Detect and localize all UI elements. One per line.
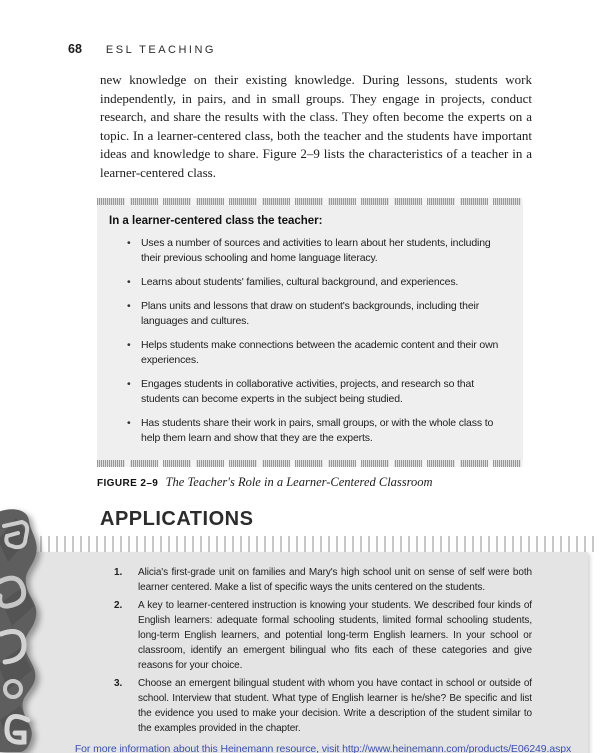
- running-title: ESL TEACHING: [105, 44, 216, 56]
- item-number: 3.: [114, 678, 123, 689]
- item-text: A key to learner-centered instruction is knowing your students. We described four kinds of English learners: adequate formal schooling students, limited formal schooling students, long-term English learners, and potential long-term English learners. In your school or classroom, identify an emergent bilingual who fits each of these categories and give reasons for your choice.: [138, 600, 532, 671]
- bullet-text: Has students share their work in pairs, small groups, or with the whole class to help them learn and show that they are the experts.: [141, 417, 494, 444]
- figure-caption: [97, 475, 600, 490]
- item-number: 2.: [114, 600, 123, 611]
- bullet-text: Uses a number of sources and activities to learn about her students, including their previous schooling and home language literacy.: [141, 237, 491, 264]
- list-item: [127, 377, 507, 407]
- bullet-text: Engages students in collaborative activities, projects, and research so that students can become experts in the subject being studied.: [141, 378, 474, 405]
- list-item: [114, 565, 532, 595]
- figure-box-bullet-list: [109, 236, 509, 446]
- list-item: [114, 676, 532, 736]
- bullet-icon: •: [127, 237, 131, 249]
- figure-box-content: [97, 205, 523, 460]
- item-number: 1.: [114, 567, 123, 578]
- figure-caption-title: The Teacher's Role in a Learner-Centered Classroom: [165, 475, 433, 489]
- figure-box-bottom-border: [97, 460, 523, 467]
- running-header: [68, 42, 532, 56]
- bullet-text: Learns about students' families, cultural background, and experiences.: [141, 276, 459, 288]
- list-item: [127, 299, 507, 329]
- figure-box-heading: In a learner-centered class the teacher:: [109, 215, 323, 227]
- tribal-pattern-art: [0, 506, 52, 752]
- list-item: [114, 598, 532, 673]
- figure-caption-label: FIGURE 2–9: [97, 478, 159, 489]
- bullet-text: Plans units and lessons that draw on student's backgrounds, including their languages and cultures.: [141, 300, 480, 327]
- bullet-icon: •: [127, 417, 131, 429]
- applications-heading: APPLICATIONS: [100, 508, 254, 530]
- bullet-icon: •: [127, 276, 131, 288]
- list-item: [127, 236, 507, 266]
- heinemann-resource-link[interactable]: For more information about this Heinemann resource, visit http://www.heinemann.com/products/E06249.aspx: [74, 743, 572, 753]
- page-number: 68: [68, 42, 82, 56]
- item-text: Alicia's first-grade unit on families and Mary's high school unit on sense of self were both learner centered. Make a list of specific ways the units centered on the students.: [138, 567, 532, 593]
- perforation-tick-band: [0, 536, 600, 552]
- body-paragraph: new knowledge on their existing knowledge. During lessons, students work independently, in pairs, and in small groups. They engage in projects, conduct research, and share the results with the class. They often become the experts on a topic. In a learner-centered class, both the teacher and the students have important ideas and knowledge to share. Figure 2–9 lists the characteristics of a teacher in a learner-centered class.: [100, 72, 532, 180]
- bullet-icon: •: [127, 378, 131, 390]
- bullet-icon: •: [127, 300, 131, 312]
- applications-panel: [0, 552, 588, 753]
- applications-list: [114, 565, 532, 736]
- figure-box: [97, 198, 523, 467]
- item-text: Choose an emergent bilingual student with whom you have contact in school or outside of school. Interview that student. What type of English learner is he/she? Be specific and list the evidence you used to make your decision. Write a description of the student similar to the examples provided in the chapter.: [138, 678, 532, 734]
- bullet-icon: •: [127, 339, 131, 351]
- list-item: [127, 275, 507, 290]
- list-item: [127, 338, 507, 368]
- figure-box-top-border: [97, 198, 523, 205]
- bullet-text: Helps students make connections between the academic content and their own experiences.: [141, 339, 499, 366]
- list-item: [127, 416, 507, 446]
